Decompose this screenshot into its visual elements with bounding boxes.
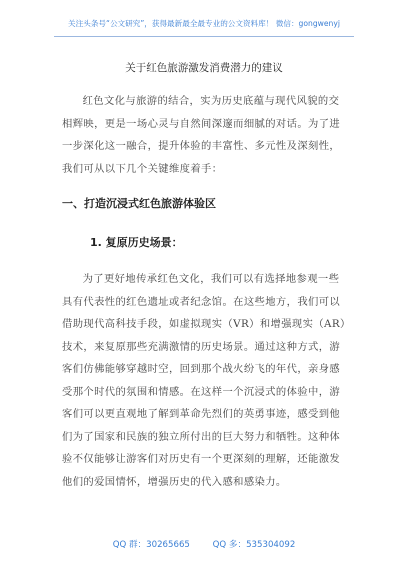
footer-qq-contact: QQ 多：535304092 (212, 540, 296, 550)
subsection-heading: 1. 复原历史场景： (90, 236, 183, 249)
section-heading: 一、打造沉浸式红色旅游体验区 (62, 197, 216, 210)
header-banner: 关注头条号“公文研究”，获得最新最全最专业的公文资料库！ 微信：gongwenyj (68, 19, 340, 28)
body-paragraph: 为了更好地传承红色文化，我们可以有选择地参观一些具有代表性的红色遗址或者纪念馆。在这些地方，我们可以借助现代高科技手段，如虚拟现实（VR）和增强现实（AR）技术，来复原那些充满激情的历史场景。通过这种方式，游客们仿佛能够穿越时空，回到那个战火纷飞的年代，亲身感受那个时代的氛围和情感。在这样一个沉浸式的体验中，游客们可以更直观地了解到革命先烈们的英勇事迹，感受到他们为了国家和民族的独立所付出的巨大努力和牺牲。这种体验不仅能够让游客们对历史有一个更深刻的理解，还能激发他们的爱国情怀，增强历史的代入感和感染力。 (62, 273, 346, 488)
intro-paragraph: 红色文化与旅游的结合，实为历史底蕴与现代风貌的交相辉映，更是一场心灵与自然间深邃而细腻的对话。为了进一步深化这一融合，提升体验的丰富性、多元性及深刻性，我们可从以下几个关键维度着手： (62, 95, 341, 175)
footer-contact (0, 538, 408, 550)
header-divider (54, 36, 354, 37)
document-title: 关于红色旅游激发消费潜力的建议 (125, 62, 283, 74)
footer-qq-group: QQ 群：30265665 (112, 540, 190, 550)
